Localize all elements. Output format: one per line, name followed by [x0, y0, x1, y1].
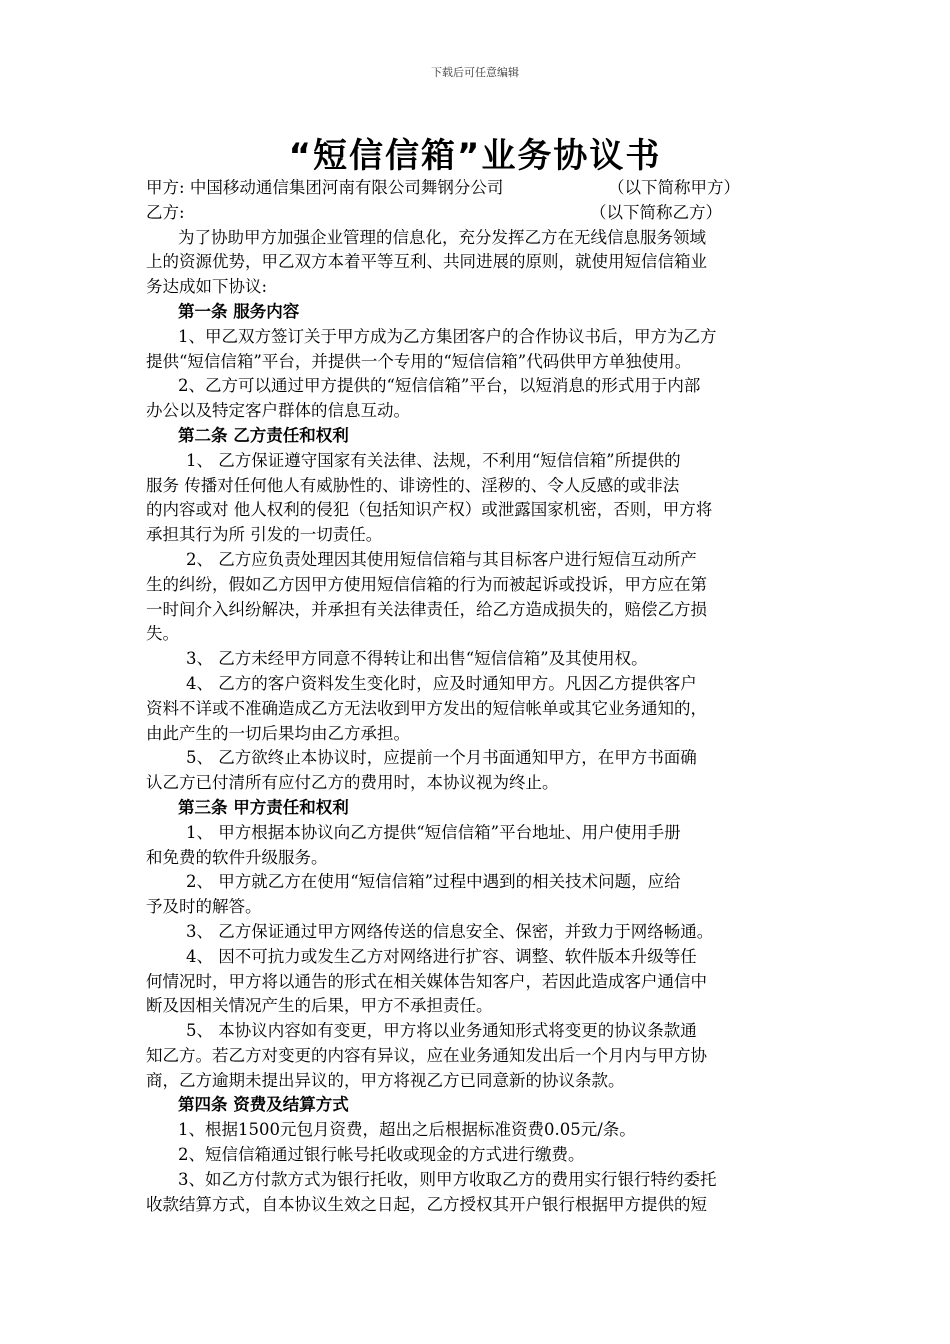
body-line: 2、 乙方应负责处理因其使用短信信箱与其目标客户进行短信互动所产 [186, 549, 697, 569]
body-line: 予及时的解答。 [146, 897, 262, 917]
body-line: 由此产生的一切后果均由乙方承担。 [146, 723, 410, 743]
header-note: 下载后可任意编辑 [431, 66, 519, 79]
body-line: 1、根据1500元包月资费，超出之后根据标准资费0.05元/条。 [178, 1120, 636, 1140]
body-line: 4、 因不可抗力或发生乙方对网络进行扩容、调整、软件版本升级等任 [186, 946, 697, 966]
body-line: 承担其行为所 引发的一切责任。 [146, 525, 383, 545]
body-line: 的内容或对 他人权利的侵犯（包括知识产权）或泄露国家机密，否则，甲方将 [146, 500, 713, 520]
paragraph-lines [146, 226, 806, 1218]
body-line: 商，乙方逾期未提出异议的，甲方将视乙方已同意新的协议条款。 [146, 1070, 625, 1090]
body-line: 1、 乙方保证遵守国家有关法律、法规，不利用“短信信箱”所提供的 [186, 450, 681, 470]
party-b-line [146, 201, 806, 226]
body-line: 3、如乙方付款方式为银行托收，则甲方收取乙方的费用实行银行特约委托 [178, 1169, 717, 1189]
body-line: 和免费的软件升级服务。 [146, 847, 328, 867]
party-a-line [146, 176, 806, 201]
document-title: “短信信箱”业务协议书 [288, 136, 662, 176]
party-a-note: （以下简称甲方） [608, 178, 740, 197]
party-a-name: 中国移动通信集团河南有限公司舞钢分公司 [189, 178, 504, 197]
body-line: 提供“短信信箱”平台，并提供一个专用的“短信信箱”代码供甲方单独使用。 [146, 351, 692, 371]
body-line: 2、短信信箱通过银行帐号托收或现金的方式进行缴费。 [178, 1145, 585, 1165]
body-line: 上的资源优势，甲乙双方本着平等互利、共同进展的原则，就使用短信信箱业 [146, 252, 707, 272]
body-line: 3、 乙方未经甲方同意不得转让和出售“短信信箱”及其使用权。 [186, 649, 648, 669]
party-b-label: 乙方: [146, 202, 185, 222]
section-heading: 第四条 资费及结算方式 [178, 1095, 349, 1115]
section-heading: 第一条 服务内容 [178, 301, 300, 321]
body-line: 4、 乙方的客户资料发生变化时，应及时通知甲方。凡因乙方提供客户 [186, 673, 697, 693]
document-body [146, 176, 806, 1217]
body-line: 务达成如下协议: [146, 277, 268, 297]
body-line: 一时间介入纠纷解决，并承担有关法律责任，给乙方造成损失的，赔偿乙方损 [146, 599, 707, 619]
body-line: 1、 甲方根据本协议向乙方提供“短信信箱”平台地址、用户使用手册 [186, 822, 681, 842]
body-line: 办公以及特定客户群体的信息互动。 [146, 401, 410, 421]
body-line: 失。 [146, 624, 179, 644]
body-line: 认乙方已付清所有应付乙方的费用时，本协议视为终止。 [146, 773, 559, 793]
body-line: 收款结算方式，自本协议生效之日起，乙方授权其开户银行根据甲方提供的短 [146, 1194, 707, 1214]
party-a-label: 甲方: [146, 178, 185, 197]
body-line: 为了协助甲方加强企业管理的信息化，充分发挥乙方在无线信息服务领域 [178, 227, 706, 247]
body-line: 1、甲乙双方签订关于甲方成为乙方集团客户的合作协议书后，甲方为乙方 [178, 326, 717, 346]
body-line: 生的纠纷，假如乙方因甲方使用短信信箱的行为而被起诉或投诉，甲方应在第 [146, 574, 707, 594]
body-line: 资料不详或不准确造成乙方无法收到甲方发出的短信帐单或其它业务通知的， [146, 698, 707, 718]
party-b-note: （以下简称乙方） [590, 202, 722, 222]
body-line: 5、 乙方欲终止本协议时，应提前一个月书面通知甲方，在甲方书面确 [186, 748, 697, 768]
body-line: 断及因相关情况产生的后果，甲方不承担责任。 [146, 996, 493, 1016]
body-line: 2、乙方可以通过甲方提供的“短信信箱”平台，以短消息的形式用于内部 [178, 376, 701, 396]
body-line: 2、 甲方就乙方在使用“短信信箱”过程中遇到的相关技术问题，应给 [186, 872, 681, 892]
body-line: 何情况时，甲方将以通告的形式在相关媒体告知客户，若因此造成客户通信中 [146, 971, 707, 991]
body-line: 5、 本协议内容如有变更，甲方将以业务通知形式将变更的协议条款通 [186, 1021, 697, 1041]
section-heading: 第二条 乙方责任和权利 [178, 425, 349, 445]
body-line: 知乙方。若乙方对变更的内容有异议，应在业务通知发出后一个月内与甲方协 [146, 1045, 707, 1065]
section-heading: 第三条 甲方责任和权利 [178, 797, 349, 817]
body-line: 3、 乙方保证通过甲方网络传送的信息安全、保密，并致力于网络畅通。 [186, 921, 714, 941]
body-line: 服务 传播对任何他人有威胁性的、诽谤性的、淫秽的、令人反感的或非法 [146, 475, 680, 495]
